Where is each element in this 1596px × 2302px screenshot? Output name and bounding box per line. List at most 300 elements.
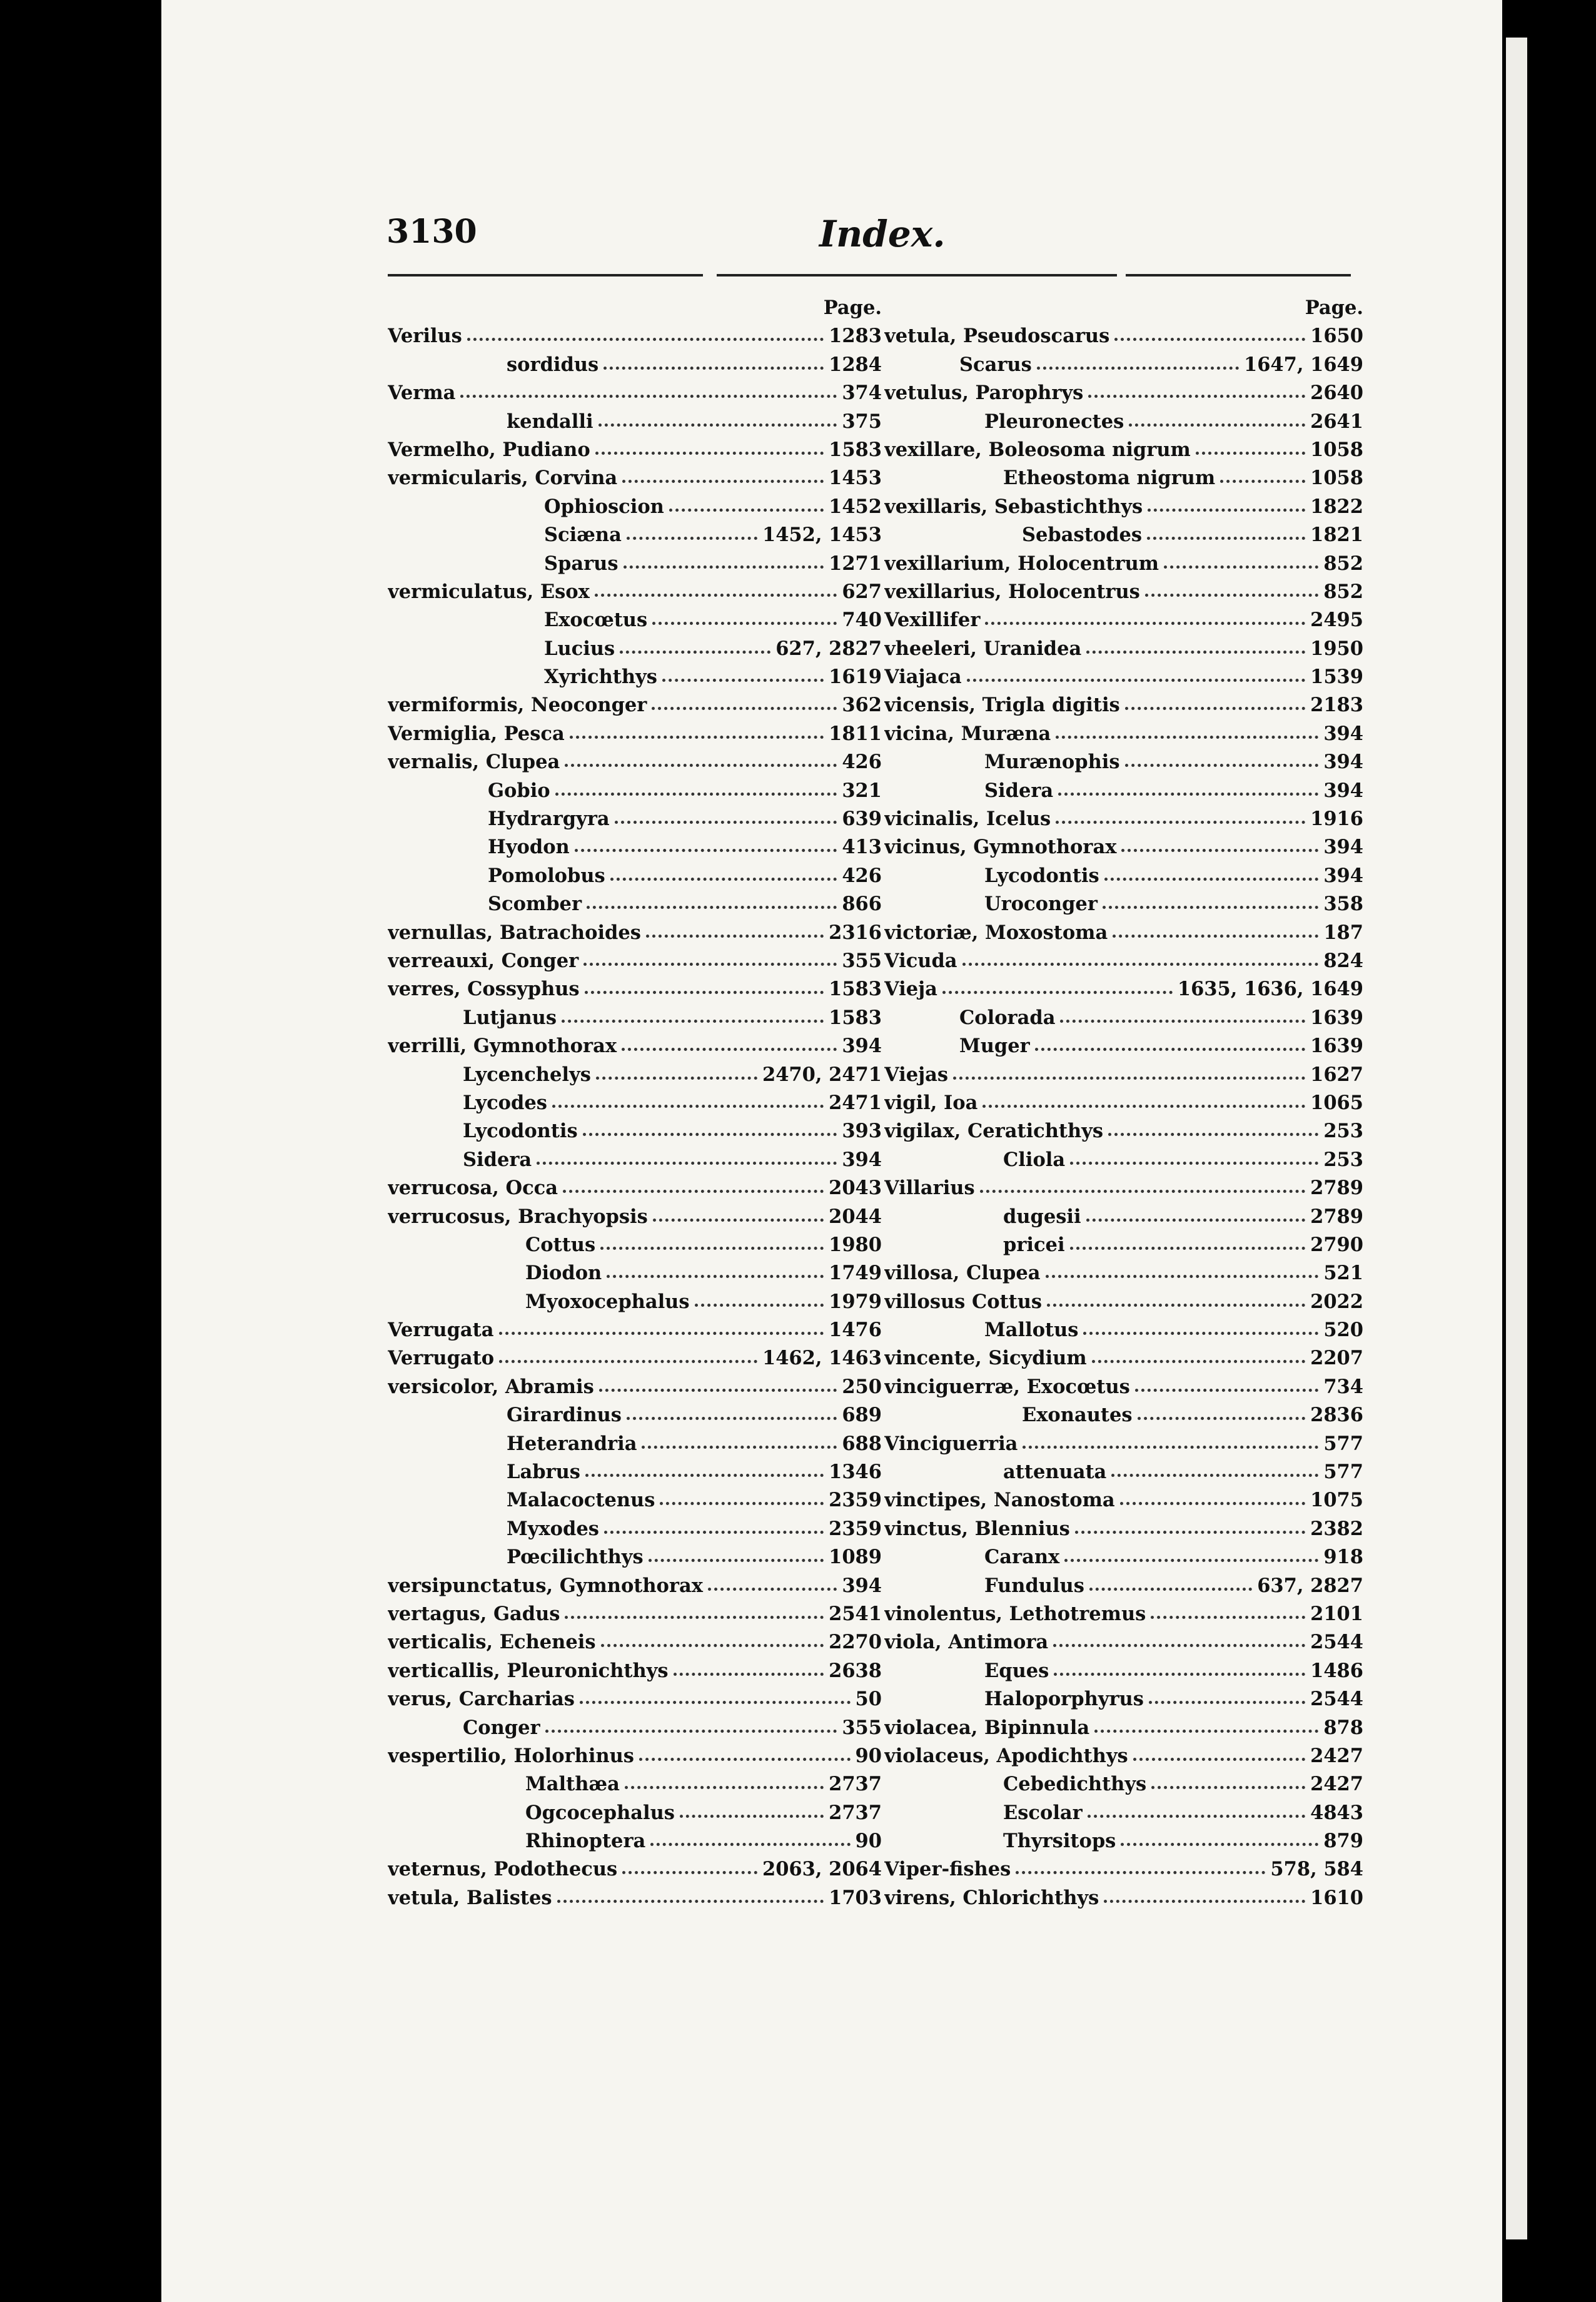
index-page-ref: 878 (1323, 1716, 1363, 1739)
leader-dots (1088, 1815, 1305, 1818)
index-page-ref: 2471 (829, 1091, 882, 1114)
index-entry (388, 1543, 882, 1571)
index-entry (388, 1600, 882, 1628)
index-page-ref: 1583 (829, 438, 882, 461)
index-entry (388, 635, 882, 663)
index-term: vetula, Pseudoscarus (884, 325, 1110, 348)
index-term: Lutjanus (463, 1006, 557, 1029)
index-page-ref: 1583 (829, 978, 882, 1001)
leader-dots (1104, 1900, 1305, 1903)
leader-dots (563, 1190, 824, 1193)
index-page-ref: 1284 (829, 353, 882, 376)
leader-dots (583, 1133, 837, 1136)
index-entry (388, 1259, 882, 1287)
leader-dots (622, 480, 824, 483)
index-term: Cliola (1003, 1148, 1066, 1171)
index-page-ref: 1583 (829, 1006, 882, 1029)
index-term: Lycenchelys (463, 1063, 591, 1086)
index-page-ref: 824 (1323, 949, 1363, 972)
leader-dots (695, 1304, 824, 1307)
leader-dots (601, 1644, 824, 1647)
index-term: Colorada (959, 1006, 1056, 1029)
index-page-ref: 1065 (1310, 1091, 1363, 1114)
index-page-ref: 394 (842, 1035, 882, 1058)
index-page-ref: 426 (842, 864, 882, 887)
index-term: Diodon (525, 1262, 602, 1285)
index-entry (884, 379, 1363, 407)
index-term: victoriæ, Moxostoma (884, 921, 1108, 944)
index-term: sordidus (507, 353, 599, 376)
leader-dots (1149, 1701, 1305, 1704)
index-entry (388, 1770, 882, 1798)
leader-dots (627, 1417, 837, 1420)
index-entry (884, 408, 1363, 436)
leader-dots (642, 1446, 837, 1449)
index-term: vetulus, Parophrys (884, 382, 1084, 405)
page-column-label: Page. (823, 297, 882, 319)
index-entry (388, 1515, 882, 1543)
index-page-ref: 2790 (1310, 1233, 1363, 1256)
index-entry (388, 1628, 882, 1656)
index-page-ref: 1650 (1310, 325, 1363, 348)
index-column-left (388, 294, 882, 1912)
index-page-ref: 355 (842, 1716, 882, 1739)
index-page-ref: 374 (842, 382, 882, 405)
index-term: Girardinus (507, 1404, 622, 1427)
index-term: Uroconger (984, 893, 1098, 916)
index-entry (388, 777, 882, 805)
index-entry (884, 691, 1363, 719)
index-entry (884, 1117, 1363, 1145)
index-term: vexillare, Boleosoma nigrum (884, 438, 1191, 461)
index-page-ref: 627, 2827 (775, 637, 882, 660)
index-entry (884, 777, 1363, 805)
leader-dots (557, 1900, 824, 1903)
index-entry (884, 1628, 1363, 1656)
page-title: Index. (819, 213, 946, 255)
leader-dots (565, 1616, 824, 1619)
index-term: Verma (388, 382, 456, 405)
leader-dots (980, 1190, 1305, 1193)
leader-dots (680, 1815, 824, 1818)
index-page-ref: 1822 (1310, 495, 1363, 518)
leader-dots (967, 679, 1306, 682)
index-entry (388, 1884, 882, 1912)
leader-dots (646, 935, 824, 938)
index-entry (884, 606, 1363, 634)
leader-dots (620, 651, 770, 654)
index-term: vigilax, Ceratichthys (884, 1120, 1104, 1143)
index-term: Exonautes (1022, 1404, 1133, 1427)
index-term: villosus Cottus (884, 1290, 1043, 1313)
leader-dots (622, 1048, 837, 1051)
index-entry (884, 1259, 1363, 1287)
leader-dots (674, 1673, 824, 1676)
index-entry (884, 1799, 1363, 1827)
index-page-ref: 689 (842, 1404, 882, 1427)
index-term: Thyrsitops (1003, 1830, 1116, 1853)
index-page-ref: 866 (842, 893, 882, 916)
leader-dots (552, 1105, 824, 1108)
index-term: vinolentus, Lethotremus (884, 1602, 1146, 1625)
leader-dots (1092, 1360, 1305, 1363)
index-entry (388, 1657, 882, 1685)
index-page-ref: 1058 (1310, 467, 1363, 490)
index-entry (884, 322, 1363, 350)
index-page-ref: 394 (1323, 864, 1363, 887)
index-page-ref: 375 (842, 410, 882, 433)
leader-dots (1113, 935, 1318, 938)
leader-dots (1089, 1588, 1252, 1591)
index-term: Mallotus (984, 1319, 1079, 1342)
index-page-ref: 1749 (829, 1262, 882, 1285)
leader-dots (652, 707, 837, 710)
index-page-ref: 355 (842, 949, 882, 972)
index-entry (388, 1572, 882, 1600)
index-entry (884, 975, 1363, 1003)
index-page-ref: 394 (1323, 751, 1363, 774)
index-page-ref: 2544 (1310, 1631, 1363, 1654)
index-page-ref: 2183 (1310, 694, 1363, 717)
index-page-ref: 2541 (829, 1602, 882, 1625)
leader-dots (1151, 1616, 1305, 1619)
index-term: Haloporphyrus (984, 1688, 1144, 1711)
index-entry (884, 862, 1363, 890)
index-page-ref: 321 (842, 779, 882, 802)
index-entry (388, 436, 882, 464)
leader-dots (537, 1162, 837, 1165)
index-term: Viejas (884, 1063, 949, 1086)
index-term: Hydrargyra (488, 808, 610, 831)
leader-dots (1111, 1474, 1318, 1477)
index-term: Etheostoma nigrum (1003, 467, 1216, 490)
index-page-ref: 2836 (1310, 1404, 1363, 1427)
index-page-ref: 413 (842, 836, 882, 859)
index-page-ref: 1476 (829, 1319, 882, 1342)
leader-dots (607, 1275, 824, 1278)
index-term: Ogcocephalus (525, 1801, 675, 1824)
leader-dots (1016, 1871, 1265, 1874)
leader-dots (610, 878, 837, 881)
index-entry (884, 663, 1363, 691)
index-page-ref: 1619 (829, 666, 882, 689)
index-entry (388, 1486, 882, 1514)
leader-dots (545, 1730, 837, 1733)
leader-dots (1056, 736, 1318, 739)
header-rule-middle (717, 274, 1117, 276)
index-page-ref: 639 (842, 808, 882, 831)
index-entry (884, 493, 1363, 521)
index-term: verticallis, Pleuronichthys (388, 1659, 669, 1682)
index-page-ref: 362 (842, 694, 882, 717)
index-term: vinctus, Blennius (884, 1517, 1070, 1540)
index-page-ref: 253 (1323, 1120, 1363, 1143)
page-column-label: Page. (1305, 297, 1363, 319)
index-page-ref: 879 (1323, 1830, 1363, 1853)
leader-dots (1138, 1417, 1306, 1420)
leader-dots (615, 821, 837, 824)
leader-dots (962, 963, 1319, 966)
index-entry (388, 1855, 882, 1884)
index-term: attenuata (1003, 1461, 1107, 1484)
index-entry (388, 975, 882, 1003)
index-page-ref: 1453 (829, 467, 882, 490)
index-term: Ophioscion (544, 495, 664, 518)
index-entry (388, 1799, 882, 1827)
index-entry (388, 919, 882, 947)
leader-dots (1147, 537, 1305, 540)
index-page-ref: 50 (855, 1688, 882, 1711)
index-entry (884, 436, 1363, 464)
index-page-ref: 1647, 1649 (1243, 353, 1363, 376)
index-page-ref: 394 (842, 1574, 882, 1597)
index-term: Cebedichthys (1003, 1773, 1147, 1796)
leader-dots (942, 991, 1173, 994)
index-term: Pœcilichthys (507, 1546, 644, 1569)
index-entry (388, 322, 882, 350)
index-term: Heterandria (507, 1432, 637, 1455)
leader-dots (622, 1871, 757, 1874)
leader-dots (565, 764, 837, 767)
index-term: Sidera (984, 779, 1054, 802)
leader-dots (1120, 1502, 1305, 1505)
index-entry (388, 1089, 882, 1117)
index-term: versicolor, Abramis (388, 1375, 594, 1398)
index-term: veternus, Podothecus (388, 1858, 618, 1881)
leader-dots (1148, 509, 1305, 512)
index-page-ref: 2316 (829, 921, 882, 944)
leader-dots (652, 622, 837, 625)
leader-dots (1070, 1247, 1306, 1250)
leader-dots (1094, 1730, 1318, 1733)
index-entry (884, 635, 1363, 663)
index-page-ref: 1635, 1636, 1649 (1177, 978, 1363, 1001)
index-entry (884, 748, 1363, 776)
index-term: villosa, Clupea (884, 1262, 1041, 1285)
index-term: Rhinoptera (525, 1830, 646, 1853)
index-page-ref: 1346 (829, 1461, 882, 1484)
leader-dots (499, 1332, 824, 1335)
index-page-ref: 394 (1323, 836, 1363, 859)
index-term: vespertilio, Holorhinus (388, 1744, 634, 1767)
leader-dots (662, 679, 824, 682)
leader-dots (555, 793, 837, 796)
index-term: Sidera (463, 1148, 532, 1171)
index-page-ref: 1703 (829, 1886, 882, 1909)
index-term: vicinalis, Icelus (884, 808, 1051, 831)
index-entry (884, 550, 1363, 578)
leader-dots (1125, 764, 1319, 767)
leader-dots (627, 537, 757, 540)
leader-dots (985, 622, 1305, 625)
adjacent-page-edge (1506, 0, 1596, 2302)
index-page-ref: 2640 (1310, 382, 1363, 405)
index-page-ref: 1639 (1310, 1035, 1363, 1058)
header-rule-right (1126, 274, 1351, 276)
index-page-ref: 2043 (829, 1177, 882, 1200)
index-entry (884, 1373, 1363, 1401)
index-page-ref: 2382 (1310, 1517, 1363, 1540)
leader-dots (1145, 594, 1319, 597)
index-term: Lycodontis (984, 864, 1099, 887)
index-term: Sciæna (544, 524, 622, 547)
leader-dots (583, 963, 837, 966)
leader-dots (708, 1588, 837, 1591)
index-page-ref: 2022 (1310, 1290, 1363, 1313)
index-entry (388, 947, 882, 975)
leader-dots (1056, 821, 1305, 824)
leader-dots (604, 1531, 824, 1534)
index-entry (388, 1401, 882, 1429)
index-page-ref: 394 (1323, 722, 1363, 745)
index-page-ref: 1980 (829, 1233, 882, 1256)
leader-dots (669, 509, 824, 512)
index-page-ref: 577 (1323, 1432, 1363, 1455)
leader-dots (1088, 395, 1305, 398)
index-term: vetula, Balistes (388, 1886, 552, 1909)
index-page-ref: 253 (1323, 1148, 1363, 1171)
index-entry (884, 1231, 1363, 1259)
index-term: vermicularis, Corvina (388, 467, 618, 490)
index-entry (388, 1288, 882, 1316)
index-term: verreauxi, Conger (388, 949, 579, 972)
index-entry (884, 578, 1363, 606)
index-term: Gobio (488, 779, 550, 802)
index-entry (884, 1089, 1363, 1117)
leader-dots (1114, 338, 1305, 341)
index-entry (388, 578, 882, 606)
index-entry (388, 720, 882, 748)
leader-dots (1064, 1559, 1318, 1562)
index-page-ref: 1979 (829, 1290, 882, 1313)
leader-dots (1164, 565, 1318, 569)
leader-dots (1037, 367, 1239, 370)
index-term: vertagus, Gadus (388, 1602, 560, 1625)
index-page-ref: 2359 (829, 1489, 882, 1512)
index-page-ref: 1950 (1310, 637, 1363, 660)
leader-dots (625, 1786, 824, 1789)
index-term: violaceus, Apodichthys (884, 1744, 1128, 1767)
leader-dots (639, 1758, 851, 1761)
index-page-ref: 2359 (829, 1517, 882, 1540)
index-page-ref: 2101 (1310, 1602, 1363, 1625)
index-entry (388, 379, 882, 407)
index-term: vernullas, Batrachoides (388, 921, 641, 944)
leader-dots (1083, 1332, 1318, 1335)
index-page-ref: 637, 2827 (1257, 1574, 1363, 1597)
index-entry (388, 1004, 882, 1032)
index-term: Verrugato (388, 1347, 495, 1370)
index-page-ref: 1639 (1310, 1006, 1363, 1029)
index-page-ref: 520 (1323, 1319, 1363, 1342)
index-entry (884, 351, 1363, 379)
leader-dots (595, 452, 824, 455)
index-term: vincente, Sicydium (884, 1347, 1087, 1370)
index-entry (884, 1543, 1363, 1571)
leader-dots (1086, 651, 1305, 654)
index-term: verticalis, Echeneis (388, 1631, 596, 1654)
index-page-ref: 1610 (1310, 1886, 1363, 1909)
leader-dots (460, 395, 837, 398)
index-term: kendalli (507, 410, 593, 433)
index-page-ref: 1075 (1310, 1489, 1363, 1512)
index-term: Vieja (884, 978, 937, 1001)
index-entry (884, 1486, 1363, 1514)
leader-dots (982, 1105, 1305, 1108)
index-entry (388, 691, 882, 719)
index-entry (388, 663, 882, 691)
index-page-ref: 1058 (1310, 438, 1363, 461)
index-page-ref: 2544 (1310, 1688, 1363, 1711)
index-term: Labrus (507, 1461, 580, 1484)
index-term: Conger (463, 1716, 540, 1739)
index-entry (388, 1685, 882, 1713)
index-entry (388, 1373, 882, 1401)
index-entry (884, 1714, 1363, 1742)
index-entry (388, 1316, 882, 1344)
index-entry (884, 1401, 1363, 1429)
index-entry (884, 521, 1363, 549)
index-term: Caranx (984, 1546, 1060, 1569)
index-entry (884, 1004, 1363, 1032)
index-entry (884, 1600, 1363, 1628)
index-term: verrucosus, Brachyopsis (388, 1205, 648, 1228)
leader-dots (600, 1247, 824, 1250)
index-entry (388, 1231, 882, 1259)
index-term: vicensis, Trigla digitis (884, 694, 1120, 717)
index-entry (884, 1203, 1363, 1231)
leader-dots (1053, 1644, 1305, 1647)
index-page-ref: 90 (855, 1830, 882, 1853)
index-page-ref: 1811 (829, 722, 882, 745)
leader-dots (587, 906, 837, 909)
index-entry (388, 1032, 882, 1060)
index-entry (884, 1657, 1363, 1685)
index-term: Vermelho, Pudiano (388, 438, 590, 461)
index-entry (388, 748, 882, 776)
index-entry (388, 464, 882, 492)
index-term: Myxodes (507, 1517, 599, 1540)
index-term: vexillarius, Holocentrus (884, 580, 1140, 603)
index-entry (884, 1032, 1363, 1060)
index-page-ref: 918 (1323, 1546, 1363, 1569)
index-entry (884, 1344, 1363, 1372)
index-page-ref: 627 (842, 580, 882, 603)
leader-dots (1070, 1162, 1318, 1165)
leader-dots (1035, 1048, 1305, 1051)
index-entry (388, 1174, 882, 1202)
index-entry (884, 1827, 1363, 1855)
index-entry (884, 1288, 1363, 1316)
index-term: vinciguerræ, Exocœtus (884, 1375, 1130, 1398)
index-term: vexillarium, Holocentrum (884, 552, 1159, 575)
leader-dots (1047, 1304, 1305, 1307)
leader-dots (624, 565, 824, 569)
index-page-ref: 90 (855, 1744, 882, 1767)
index-page-ref: 1486 (1310, 1659, 1363, 1682)
index-page-ref: 852 (1323, 552, 1363, 575)
index-term: Sebastodes (1022, 524, 1143, 547)
index-page-ref: 2638 (829, 1659, 882, 1682)
index-term: verus, Carcharias (388, 1688, 575, 1711)
index-page-ref: 394 (1323, 779, 1363, 802)
index-entry (388, 890, 882, 918)
index-page-ref: 1821 (1310, 524, 1363, 547)
index-page-ref: 2044 (829, 1205, 882, 1228)
index-term: Xyrichthys (544, 666, 657, 689)
index-term: Lycodes (463, 1091, 547, 1114)
index-page-ref: 1916 (1310, 808, 1363, 831)
